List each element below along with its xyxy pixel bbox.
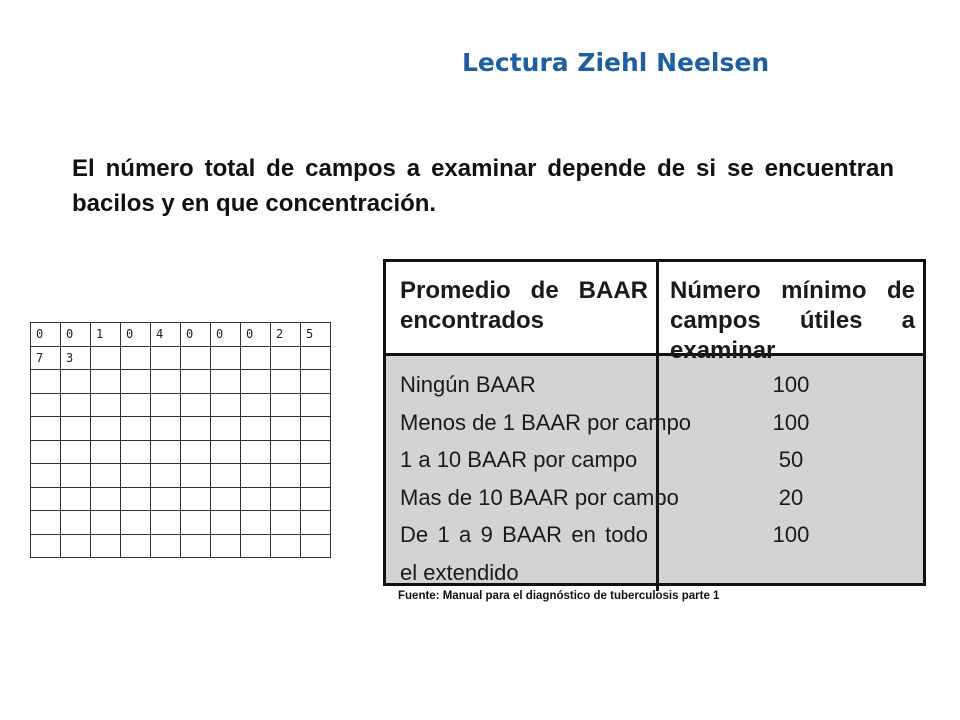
tally-grid-cell: [151, 464, 181, 488]
tally-grid-cell: [121, 511, 151, 535]
tally-grid-row: [31, 511, 331, 535]
tally-grid-cell: [31, 417, 61, 441]
slide-title: Lectura Ziehl Neelsen: [462, 48, 770, 77]
baar-row-label: 1 a 10 BAAR por campo: [400, 447, 638, 472]
tally-grid-cell: [271, 440, 301, 464]
tally-grid-cell: [211, 487, 241, 511]
tally-grid-cell: [241, 487, 271, 511]
tally-grid-cell: [121, 440, 151, 464]
tally-grid-cell: [241, 511, 271, 535]
tally-grid-cell: [271, 370, 301, 394]
tally-grid-row: [31, 464, 331, 488]
tally-grid-cell: 0: [241, 323, 271, 347]
tally-grid-cell: [181, 370, 211, 394]
tally-grid-cell: [61, 487, 91, 511]
tally-grid-row: [31, 487, 331, 511]
tally-grid-cell: [31, 440, 61, 464]
tally-grid-cell: [211, 393, 241, 417]
tally-grid-cell: [211, 534, 241, 558]
tally-grid-cell: [31, 511, 61, 535]
tally-grid-cell: 4: [151, 323, 181, 347]
tally-grid-cell: [211, 417, 241, 441]
tally-grid-cell: [61, 370, 91, 394]
tally-grid-cell: [181, 417, 211, 441]
tally-grid-cell: [211, 440, 241, 464]
tally-grid-cell: [91, 487, 121, 511]
tally-grid-cell: [91, 346, 121, 370]
tally-grid-cell: [91, 534, 121, 558]
baar-labels-column: [386, 356, 692, 591]
baar-row-label: De 1 a 9 BAAR en todo el extendido: [400, 522, 648, 585]
tally-grid-row: [31, 393, 331, 417]
tally-grid-cell: [271, 346, 301, 370]
tally-grid-cell: [301, 393, 331, 417]
tally-grid-cell: [241, 440, 271, 464]
tally-grid-cell: [301, 511, 331, 535]
tally-grid-cell: [31, 487, 61, 511]
tally-grid-cell: 2: [271, 323, 301, 347]
tally-grid-cell: [241, 346, 271, 370]
tally-grid-cell: [91, 440, 121, 464]
tally-grid-cell: [271, 417, 301, 441]
tally-grid-cell: 3: [61, 346, 91, 370]
tally-grid-cell: [61, 440, 91, 464]
tally-grid-row: [31, 346, 331, 370]
source-caption: Fuente: Manual para el diagnóstico de tuberculosis parte 1: [398, 590, 720, 602]
baar-row-label: Ningún BAAR: [400, 372, 536, 397]
tally-grid-cell: [61, 534, 91, 558]
tally-grid-cell: [31, 464, 61, 488]
tally-grid-cell: [91, 511, 121, 535]
tally-grid-cell: [241, 464, 271, 488]
tally-grid-cell: [271, 511, 301, 535]
tally-grid-cell: [151, 417, 181, 441]
tally-grid-cell: [61, 464, 91, 488]
tally-grid-cell: [121, 534, 151, 558]
tally-grid-cell: [271, 464, 301, 488]
baar-row-value: 20: [778, 484, 804, 510]
tally-grid-cell: 0: [181, 323, 211, 347]
baar-values-column: [659, 356, 923, 591]
header-numero-minimo-campos: Número mínimo de campos útiles a examinar: [659, 262, 923, 356]
baar-row-value: 50: [778, 447, 804, 472]
tally-grid-cell: 0: [61, 323, 91, 347]
tally-grid-cell: [31, 534, 61, 558]
baar-table: [383, 259, 926, 586]
tally-grid-cell: [151, 440, 181, 464]
tally-grid-cell: [91, 417, 121, 441]
header-promedio-baar: Promedio de BAAR encontrados: [386, 262, 659, 356]
tally-grid-row: [31, 323, 331, 347]
tally-grid-cell: [181, 487, 211, 511]
tally-grid-cell: [91, 464, 121, 488]
tally-grid-cell: [301, 464, 331, 488]
tally-grid-cell: [181, 346, 211, 370]
tally-grid-cell: 0: [211, 323, 241, 347]
tally-grid-cell: [241, 534, 271, 558]
tally-grid-cell: [301, 487, 331, 511]
tally-grid-cell: [301, 417, 331, 441]
tally-grid-row: [31, 370, 331, 394]
tally-grid-cell: [241, 393, 271, 417]
tally-grid-cell: [151, 511, 181, 535]
tally-grid-cell: [121, 346, 151, 370]
tally-grid-cell: [151, 487, 181, 511]
tally-grid-row: [31, 417, 331, 441]
tally-grid-cell: [211, 346, 241, 370]
tally-grid-cell: [181, 440, 211, 464]
tally-grid-cell: [241, 417, 271, 441]
tally-grid-cell: 1: [91, 323, 121, 347]
tally-grid-cell: [91, 370, 121, 394]
tally-grid-cell: [301, 370, 331, 394]
tally-grid-cell: 7: [31, 346, 61, 370]
tally-grid-cell: [31, 393, 61, 417]
tally-grid-cell: [121, 370, 151, 394]
tally-grid-cell: [211, 511, 241, 535]
tally-grid-cell: [31, 370, 61, 394]
tally-grid-cell: 5: [301, 323, 331, 347]
tally-grid-cell: [121, 393, 151, 417]
tally-grid-cell: [91, 393, 121, 417]
tally-grid-row: [31, 440, 331, 464]
tally-grid-cell: [211, 370, 241, 394]
tally-grid-cell: [151, 534, 181, 558]
baar-row-label: Menos de 1 BAAR por campo: [400, 409, 692, 435]
tally-grid-cell: 0: [121, 323, 151, 347]
tally-grid: [30, 322, 331, 558]
baar-row-label: Mas de 10 BAAR por campo: [400, 484, 679, 510]
tally-grid-cell: [151, 346, 181, 370]
intro-paragraph: El número total de campos a examinar depende de si se encuentran bacilos y en que concentración.: [72, 155, 894, 217]
tally-grid-cell: [181, 511, 211, 535]
tally-grid-cell: [301, 440, 331, 464]
tally-grid-cell: [301, 534, 331, 558]
tally-grid-cell: [271, 487, 301, 511]
tally-grid-cell: [181, 534, 211, 558]
tally-grid-cell: [151, 370, 181, 394]
tally-grid-cell: [61, 393, 91, 417]
tally-grid-cell: [121, 417, 151, 441]
tally-grid-cell: 0: [31, 323, 61, 347]
tally-grid-cell: [271, 393, 301, 417]
tally-grid-cell: [61, 417, 91, 441]
tally-grid-cell: [151, 393, 181, 417]
baar-row-value: 100: [772, 372, 810, 397]
tally-grid-cell: [121, 487, 151, 511]
tally-grid-cell: [301, 346, 331, 370]
tally-grid-cell: [211, 464, 241, 488]
tally-grid-row: [31, 534, 331, 558]
tally-grid-cell: [121, 464, 151, 488]
tally-grid-cell: [271, 534, 301, 558]
tally-grid-cell: [181, 393, 211, 417]
tally-grid-cell: [241, 370, 271, 394]
tally-grid-cell: [61, 511, 91, 535]
baar-row-value: 100: [772, 522, 810, 547]
tally-grid-cell: [181, 464, 211, 488]
baar-row-value: 100: [772, 409, 810, 435]
